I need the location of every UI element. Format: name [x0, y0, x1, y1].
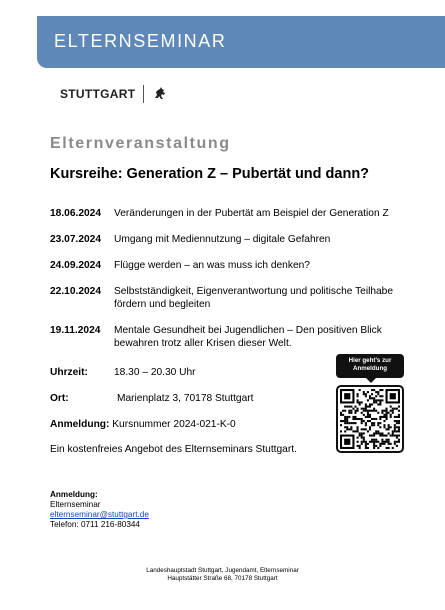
session-topic: Umgang mit Mediennutzung – digitale Gefahren: [114, 234, 331, 245]
session-topic: Veränderungen in der Pubertät am Beispiel der Generation Z: [114, 208, 389, 219]
course-title: Kursreihe: Generation Z – Pubertät und dann?: [50, 166, 370, 182]
contact-block: [50, 490, 149, 530]
session-row: [50, 324, 410, 350]
registration-value: Kursnummer 2024-021-K-0: [112, 419, 236, 430]
session-topic: Mentale Gesundheit bei Jugendlichen – Den positiven Blick bewahren trotz aller Krisen dieser Welt.: [114, 325, 382, 349]
session-date: 22.10.2024: [50, 286, 101, 297]
qr-callout-line1: Hier geht's zur: [348, 357, 392, 364]
event-type-heading: Elternveranstaltung: [50, 135, 231, 152]
session-row: [50, 207, 410, 220]
footer-line-1: Landeshauptstadt Stuttgart, Jugendamt, Elternseminar: [146, 567, 299, 574]
contact-heading: Anmeldung:: [50, 490, 98, 499]
stuttgart-logo: [60, 84, 168, 104]
qr-code-icon[interactable]: [340, 389, 400, 449]
session-date: 18.06.2024: [50, 208, 101, 219]
session-row: [50, 233, 410, 246]
time-label: Uhrzeit:: [50, 367, 88, 378]
session-date: 19.11.2024: [50, 325, 101, 336]
session-row: [50, 285, 410, 311]
contact-email-link[interactable]: elternseminar@stuttgart.de: [50, 510, 149, 519]
contact-phone: Telefon: 0711 216-80344: [50, 520, 140, 529]
place-label: Ort:: [50, 393, 69, 404]
stuttgart-horse-icon: [152, 86, 168, 102]
session-topic: Flügge werden – an was muss ich denken?: [114, 260, 310, 271]
qr-code-frame[interactable]: [336, 385, 404, 453]
session-list: [50, 207, 410, 350]
registration-row: [50, 419, 236, 430]
time-row: [50, 367, 196, 378]
logo-text: STUTTGART: [60, 87, 136, 101]
qr-callout: [336, 354, 404, 378]
free-offer-text: Ein kostenfreies Angebot des Elternseminars Stuttgart.: [50, 444, 297, 455]
logo-divider: [143, 85, 144, 103]
footer-line-2: Hauptstätter Straße 68, 70178 Stuttgart: [167, 575, 278, 582]
place-value: Marienplatz 3, 70178 Stuttgart: [117, 393, 254, 404]
header-banner: [37, 16, 445, 68]
session-date: 23.07.2024: [50, 234, 101, 245]
time-value: 18.30 – 20.30 Uhr: [114, 367, 196, 378]
qr-callout-line2: Anmeldung: [352, 365, 388, 372]
session-topic: Selbstständigkeit, Eigenverantwortung und politische Teilhabe fördern und begleiten: [114, 286, 394, 310]
contact-org: Elternseminar: [50, 500, 101, 509]
banner-title: ELTERNSEMINAR: [54, 31, 227, 51]
session-row: [50, 259, 410, 272]
registration-label: Anmeldung:: [50, 419, 110, 430]
session-date: 24.09.2024: [50, 260, 101, 271]
place-row: [50, 393, 254, 404]
